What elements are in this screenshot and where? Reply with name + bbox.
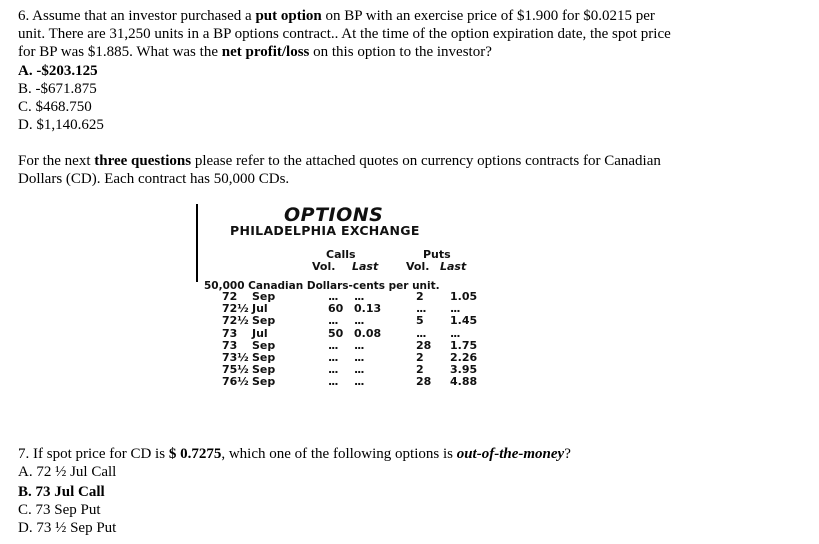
quote-left-rule — [196, 204, 198, 282]
quote-cell-call-last: 0.13 — [354, 302, 382, 316]
intro-bold: three questions — [94, 153, 192, 169]
q7-mid: , which one of the following options is — [221, 446, 457, 462]
q6-line-1 — [18, 7, 655, 25]
calls-vol-header: Vol. — [312, 260, 336, 273]
q6-option-d: D. $1,140.625 — [18, 117, 104, 133]
quote-cell-strike: 73 — [222, 326, 238, 340]
quote-cell-put-vol: 5 — [416, 314, 424, 328]
q7-stem — [18, 445, 571, 463]
quote-cell-call-vol: ... — [328, 314, 338, 328]
quote-cell-month: Sep — [252, 290, 276, 303]
q7-post: ? — [564, 446, 571, 462]
quote-cell-strike: 76½ — [222, 375, 249, 389]
quote-title: OPTIONS — [284, 204, 384, 226]
quote-cell-put-last: 1.45 — [450, 314, 478, 328]
quote-cell-month: Jul — [252, 302, 268, 316]
calls-header: Calls — [326, 248, 356, 261]
quote-cell-strike: 72½ — [222, 314, 249, 328]
q7-emph: out-of-the-money — [456, 446, 565, 462]
quote-cell-month: Sep — [252, 351, 276, 364]
quote-cell-put-last: 3.95 — [450, 363, 478, 377]
quote-cell-put-last: ... — [450, 302, 460, 316]
quote-cell-month: Sep — [252, 338, 276, 352]
quote-cell-call-vol: 50 — [328, 326, 344, 340]
quote-cell-put-vol: 28 — [416, 338, 432, 352]
q6-line3-post: on this option to the investor? — [309, 44, 492, 60]
quote-cell-call-last: ... — [354, 338, 364, 352]
quote-cell-call-last: ... — [354, 290, 364, 303]
q6-option-a: A. -$203.125 — [18, 63, 98, 79]
quote-cell-call-vol: 60 — [328, 302, 344, 316]
quote-cell-month: Sep — [252, 363, 276, 377]
quote-cell-strike: 73½ — [222, 351, 249, 364]
calls-last-header: Last — [352, 260, 379, 273]
quote-cell-strike: 75½ — [222, 363, 249, 377]
q7-price: $ 0.7275 — [168, 446, 222, 462]
quote-cell-call-vol: ... — [328, 338, 338, 352]
quote-cell-put-last: 1.05 — [450, 290, 478, 303]
puts-last-header: Last — [440, 260, 467, 273]
quote-cell-call-last: ... — [354, 375, 364, 389]
quote-cell-call-vol: ... — [328, 375, 338, 389]
quote-cell-put-vol: 2 — [416, 351, 424, 364]
intro-pre: For the next — [18, 153, 95, 169]
quote-cell-strike: 73 — [222, 338, 238, 352]
quote-cell-put-vol: 2 — [416, 290, 424, 303]
q7-option-c: C. 73 Sep Put — [18, 502, 101, 518]
q6-line-3 — [18, 43, 492, 61]
quote-exchange: PHILADELPHIA EXCHANGE — [230, 223, 420, 238]
quote-cell-put-vol: ... — [416, 302, 426, 316]
q7-option-d: D. 73 ½ Sep Put — [18, 520, 117, 536]
quote-cell-month: Sep — [252, 375, 276, 389]
q7-option-a: A. 72 ½ Jul Call — [18, 464, 117, 480]
intro-line-2: Dollars (CD). Each contract has 50,000 CDs. — [18, 171, 290, 187]
quote-cell-put-last: 1.75 — [450, 338, 478, 352]
intro-line-1 — [18, 152, 661, 170]
quote-cell-call-vol: ... — [328, 351, 338, 364]
quote-cell-put-vol: ... — [416, 326, 426, 340]
q6-line3-pre: for BP was $1.885. What was the — [18, 44, 222, 60]
options-quote-table — [194, 204, 490, 400]
q6-option-c: C. $468.750 — [18, 99, 92, 115]
quote-cell-put-vol: 28 — [416, 375, 432, 389]
quote-cell-put-vol: 2 — [416, 363, 424, 377]
puts-header: Puts — [423, 248, 451, 261]
quote-cell-call-last: 0.08 — [354, 326, 382, 340]
quote-cell-put-last: 2.26 — [450, 351, 478, 364]
quote-cell-call-last: ... — [354, 314, 364, 328]
intro-post: please refer to the attached quotes on currency options contracts for Canadian — [191, 153, 661, 169]
quote-cell-put-last: ... — [450, 326, 460, 340]
quote-cell-strike: 72½ — [222, 302, 249, 316]
quote-cell-strike: 72 — [222, 290, 238, 303]
q6-option-b: B. -$671.875 — [18, 81, 97, 97]
q6-line1-pre: 6. Assume that an investor purchased a — [18, 8, 256, 24]
quote-cell-month: Sep — [252, 314, 276, 328]
quote-cell-call-last: ... — [354, 363, 364, 377]
q7-pre: 7. If spot price for CD is — [18, 446, 169, 462]
contract-line: 50,000 Canadian Dollars-cents per unit. — [204, 280, 440, 292]
q6-line1-post: on BP with an exercise price of $1.900 for $0.0215 per — [321, 8, 655, 24]
quote-cell-put-last: 4.88 — [450, 375, 478, 389]
q6-line-2: unit. There are 31,250 units in a BP options contract.. At the time of the option expiration date, the spot price — [18, 26, 671, 42]
quote-cell-call-last: ... — [354, 351, 364, 364]
q6-line1-bold: put option — [255, 8, 322, 24]
q6-line3-bold: net profit/loss — [221, 44, 310, 60]
quote-cell-call-vol: ... — [328, 290, 338, 303]
quote-cell-call-vol: ... — [328, 363, 338, 377]
quote-cell-month: Jul — [252, 326, 268, 340]
q7-option-b: B. 73 Jul Call — [18, 484, 105, 500]
puts-vol-header: Vol. — [406, 260, 430, 273]
